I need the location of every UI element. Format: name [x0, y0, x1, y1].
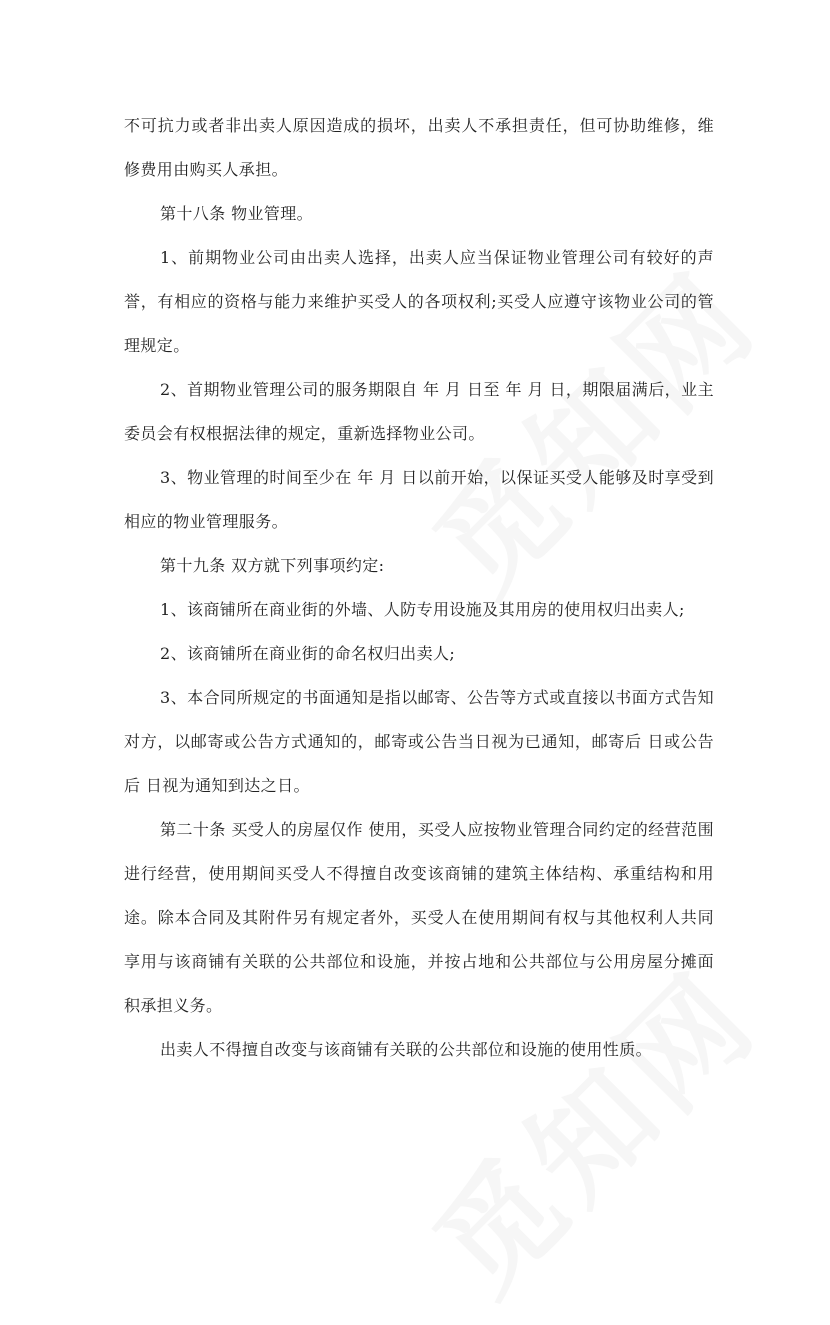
article-18-item-2: 2、首期物业管理公司的服务期限自 年 月 日至 年 月 日，期限届满后，业主委员会有权根据法律的规定，重新选择物业公司。 [124, 380, 714, 443]
article-19-item-1: 1、该商铺所在商业街的外墙、人防专用设施及其用房的使用权归出卖人; [160, 600, 685, 619]
document-body [124, 104, 714, 1072]
article-20-seller-clause: 出卖人不得擅自改变与该商铺有关联的公共部位和设施的使用性质。 [160, 1040, 653, 1059]
article-19-item-3: 3、本合同所规定的书面通知是指以邮寄、公告等方式或直接以书面方式告知对方，以邮寄或公告方式通知的，邮寄或公告当日视为已通知，邮寄后 日或公告后 日视为通知到达之日。 [124, 688, 714, 795]
article-18-heading: 第十八条 物业管理。 [160, 204, 314, 223]
article-18-item-1: 1、前期物业公司由出卖人选择，出卖人应当保证物业管理公司有较好的声誉，有相应的资格与能力来维护买受人的各项权利;买受人应遵守该物业公司的管理规定。 [124, 248, 714, 355]
paragraph-continuation: 不可抗力或者非出卖人原因造成的损坏，出卖人不承担责任，但可协助维修，维修费用由购买人承担。 [124, 116, 714, 179]
article-19-item-2: 2、该商铺所在商业街的命名权归出卖人; [160, 644, 456, 663]
article-20: 第二十条 买受人的房屋仅作 使用，买受人应按物业管理合同约定的经营范围进行经营，使用期间买受人不得擅自改变该商铺的建筑主体结构、承重结构和用途。除本合同及其附件另有规定者外，买受人在使用期间有权与其他权利人共同享用与该商铺有关联的公共部位和设施，并按占地和公共部位与公用房屋分摊面积承担义务。 [124, 820, 714, 1015]
article-19-heading: 第十九条 双方就下列事项约定: [160, 556, 385, 575]
article-18-item-3: 3、物业管理的时间至少在 年 月 日以前开始，以保证买受人能够及时享受到相应的物业管理服务。 [124, 468, 714, 531]
